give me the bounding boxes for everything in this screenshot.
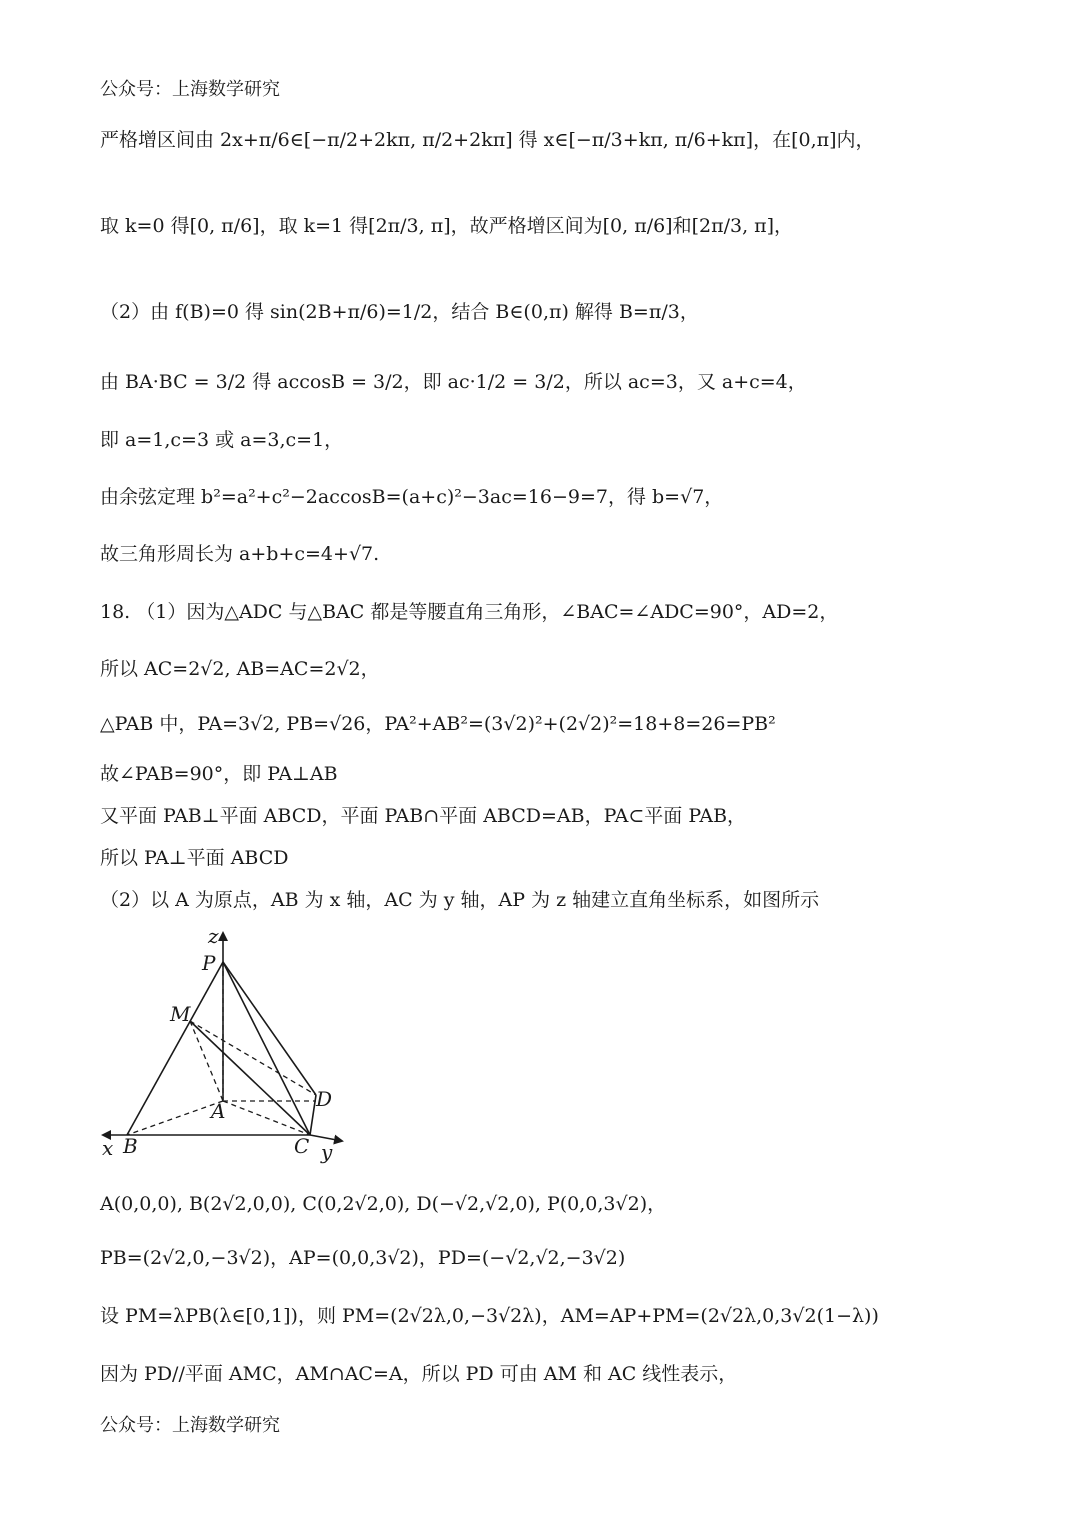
- label-C: C: [294, 1134, 310, 1158]
- label-A: A: [211, 1099, 226, 1123]
- label-B: B: [123, 1134, 138, 1158]
- text-line: △PAB 中，PA=3√2, PB=√26，PA²+AB²=(3√2)²+(2√2)²=18+8=26=PB²: [100, 713, 776, 735]
- text-line: 由 BA·BC = 3/2 得 accosB = 3/2，即 ac·1/2 = 3/2，所以 ac=3，又 a+c=4，: [100, 371, 807, 393]
- edge-PB: [127, 962, 226, 1135]
- edge-MC: [190, 1021, 310, 1135]
- text-line: 所以 PA⊥平面 ABCD: [100, 847, 289, 869]
- vector-line: 设 PM=λPB(λ∈[0,1])，则 PM=(2√2λ,0,−3√2λ)，AM=AP+PM=(2√2λ,0,3√2(1−λ)): [100, 1305, 879, 1327]
- edge-MD: [190, 1021, 316, 1095]
- text-line: 由余弦定理 b²=a²+c²−2accosB=(a+c)²−3ac=16−9=7，得 b=√7，: [100, 486, 724, 508]
- edge-MA: [190, 1021, 223, 1101]
- edge-AB: [127, 1099, 226, 1135]
- text-line: （2）以 A 为原点，AB 为 x 轴，AC 为 y 轴，AP 为 z 轴建立直角坐标系，如图所示: [100, 889, 820, 911]
- coordinates-line: A(0,0,0), B(2√2,0,0), C(0,2√2,0), D(−√2,√2,0), P(0,0,3√2)，: [100, 1193, 667, 1215]
- problem-18-heading: 18. （1）因为△ADC 与△BAC 都是等腰直角三角形，∠BAC=∠ADC=90°，AD=2，: [100, 601, 839, 623]
- label-P: P: [202, 951, 216, 975]
- text-line: 即 a=1,c=3 或 a=3,c=1，: [100, 429, 344, 451]
- label-M: M: [170, 1002, 191, 1026]
- edge-AC: [223, 1101, 310, 1135]
- page-footer: 公众号：上海数学研究: [100, 1415, 280, 1436]
- label-y: y: [321, 1140, 333, 1164]
- label-z: z: [208, 925, 219, 948]
- text-line: （2）由 f(B)=0 得 sin(2B+π/6)=1/2，结合 B∈(0,π) 解得 B=π/3，: [100, 301, 699, 323]
- text-line: 因为 PD//平面 AMC，AM∩AC=A，所以 PD 可由 AM 和 AC 线性表示，: [100, 1363, 738, 1385]
- text-line: 严格增区间由 2x+π/6∈[−π/2+2kπ, π/2+2kπ] 得 x∈[−π/3+kπ, π/6+kπ]，在[0,π]内，: [100, 129, 875, 151]
- vector-line: PB=(2√2,0,−3√2)，AP=(0,0,3√2)，PD=(−√2,√2,−3√2): [100, 1247, 626, 1269]
- label-D: D: [316, 1087, 333, 1111]
- edge-PC: [223, 962, 310, 1135]
- page-header: 公众号：上海数学研究: [100, 79, 280, 100]
- text-line: 故∠PAB=90°，即 PA⊥AB: [100, 763, 338, 785]
- label-x: x: [102, 1136, 114, 1160]
- text-line: 所以 AC=2√2, AB=AC=2√2，: [100, 658, 380, 680]
- text-line: 又平面 PAB⊥平面 ABCD，平面 PAB∩平面 ABCD=AB，PA⊂平面 PAB，: [100, 805, 747, 827]
- geometry-figure: [95, 925, 355, 1165]
- text-line: 故三角形周长为 a+b+c=4+√7.: [100, 543, 380, 565]
- text-line: 取 k=0 得[0, π/6]，取 k=1 得[2π/3, π]，故严格增区间为[0, π/6]和[2π/3, π]，: [100, 215, 794, 237]
- edge-PD: [223, 962, 316, 1095]
